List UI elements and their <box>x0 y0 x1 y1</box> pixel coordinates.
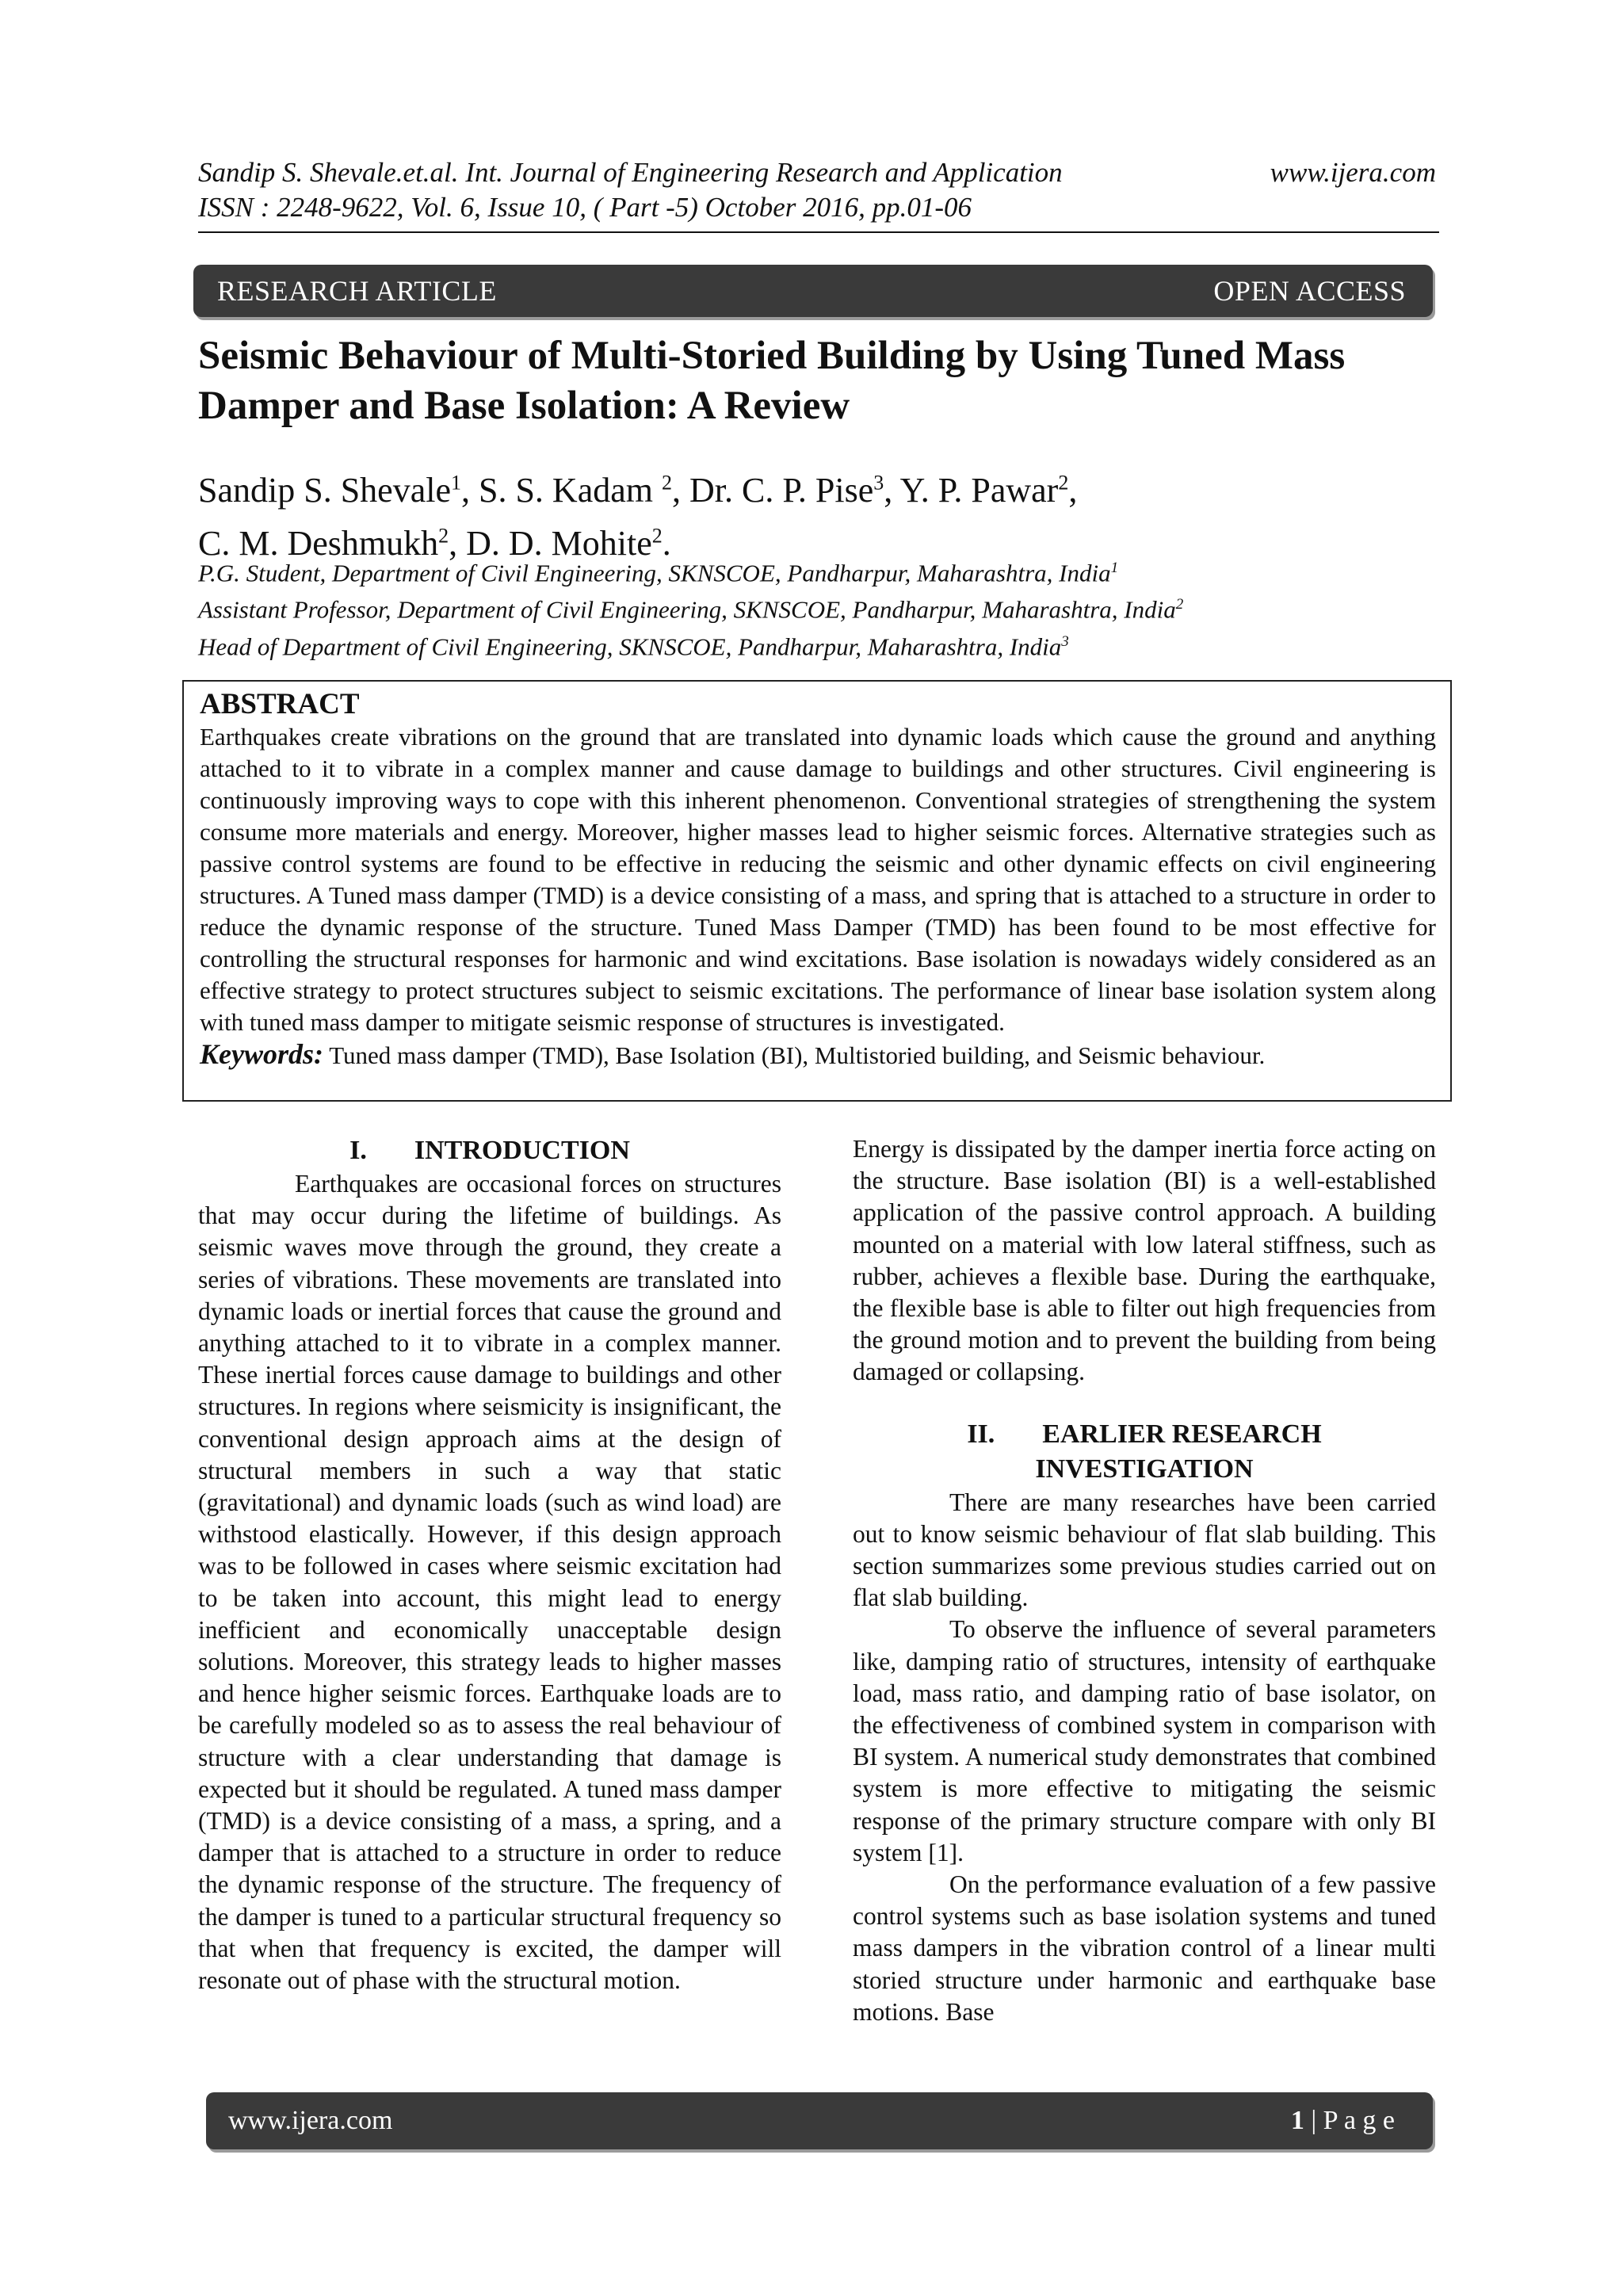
author: C. M. Deshmukh$^2$, <box>198 524 467 563</box>
affiliation: Assistant Professor, Department of Civil Engineering, SKNSCOE, Pandharpur, Maharashtra, India$^2$ <box>198 595 1184 624</box>
intro-paragraph: Earthquakes are occasional forces on structures that may occur during the lifetime of buildings. As seismic waves move through the ground, they create a series of vibrations. These movements are translated into dynamic loads or inertial forces that cause the ground and anything attached to it to vibrate in a complex manner. These inertial forces cause damage to buildings and other structures. In regions where seismicity is insignificant, the conventional design approach aims at the design of structural members in such a way that static (gravitational) and dynamic loads (such as wind load) are withstood elastically. However, if this design approach was to be followed in cases where seismic excitation had to be taken into account, this might lead to energy inefficient and economically unacceptable design solutions. Moreover, this strategy leads to higher masses and hence higher seismic forces. Earthquake loads are to be carefully modeled so as to assess the real behaviour of structure with a clear understanding that damage is expected but it should be regulated. A tuned mass damper (TMD) is a device consisting of a mass, a spring, and a damper that is attached to a structure in order to reduce the dynamic response of the structure. The frequency of the damper is tuned to a particular structural frequency so that when that frequency is excited, the damper will resonate out of phase with the structural motion. <box>198 1170 781 1995</box>
keywords-label: Keywords: <box>200 1038 323 1070</box>
page-footer <box>206 2092 1433 2149</box>
author: Dr. C. P. Pise$^3$, <box>689 470 900 510</box>
keywords <box>200 1038 1436 1072</box>
right-column <box>853 1133 1436 2028</box>
abstract-heading: ABSTRACT <box>200 688 360 720</box>
intro-continuation: Energy is dissipated by the damper inertia force acting on the structure. Base isolation (BI) is a well-established application of the passive control approach. A building mounted on a material with low lateral stiffness, such as rubber, achieves a flexible base. During the earthquake, the flexible base is able to filter out high frequencies from the ground motion and to prevent the building from being damaged or collapsing. <box>853 1135 1436 1386</box>
author: Y. P. Pawar$^2$, <box>899 470 1078 510</box>
research-paragraph-2: To observe the influence of several parameters like, damping ratio of structures, intensity of earthquake load, mass ratio, and damping ratio of base isolator, on the effectiveness of combined system in comparison with BI system. A numerical study demonstrates that combined system is more effective to mitigating the seismic response of the primary structure compare with only BI system [1]. <box>853 1615 1436 1866</box>
paper-title: Seismic Behaviour of Multi-Storied Building by Using Tuned Mass Damper and Base Isolation: A Review <box>198 334 1346 428</box>
article-type-banner <box>193 265 1433 317</box>
author: S. S. Kadam $^2$, <box>478 470 689 510</box>
author: D. D. Mohite$^2$. <box>466 524 671 563</box>
author-list <box>198 460 1434 567</box>
research-paragraph-1: There are many researches have been carried out to know seismic behaviour of flat slab building. This section summarizes some previous studies carried out on flat slab building. <box>853 1488 1436 1612</box>
author: Sandip S. Shevale$^1$, <box>198 470 479 510</box>
keywords-text: Tuned mass damper (TMD), Base Isolation (BI), Multistoried building, and Seismic behaviour. <box>323 1041 1266 1069</box>
header-citation: Sandip S. Shevale.et.al. Int. Journal of Engineering Research and Application <box>198 157 1063 188</box>
footer-website[interactable]: www.ijera.com <box>228 2106 393 2135</box>
abstract-box <box>182 680 1452 1102</box>
page-number: 1 | P a g e <box>1290 2106 1395 2135</box>
header-website[interactable]: www.ijera.com <box>1270 157 1436 188</box>
left-column <box>198 1133 781 1996</box>
running-header <box>198 155 1436 225</box>
header-issn: ISSN : 2248-9622, Vol. 6, Issue 10, ( Part -5) October 2016, pp.01-06 <box>198 192 972 223</box>
research-paragraph-3: On the performance evaluation of a few passive control systems such as base isolation systems and tuned mass dampers in the vibration control of a linear multi storied structure under harmonic and earthquake base motions. Base <box>853 1870 1436 2026</box>
section-heading-earlier-research: II. EARLIER RESEARCH INVESTIGATION <box>967 1419 1322 1484</box>
open-access-label: OPEN ACCESS <box>1213 275 1406 307</box>
abstract-text: Earthquakes create vibrations on the ground that are translated into dynamic loads which cause the ground and anything attached to it to vibrate in a complex manner and cause damage to buildings and other structures. Civil engineering is continuously improving ways to cope with this inherent phenomenon. Conventional strategies of strengthening the system consume more materials and energy. Moreover, higher masses lead to higher seismic forces. Alternative strategies such as passive control systems are found to be effective in reducing the seismic and other dynamic effects on civil engineering structures. A Tuned mass damper (TMD) is a device consisting of a mass, and spring that is attached to a structure in order to reduce the dynamic response of the structure. Tuned Mass Damper (TMD) has been found to be most effective for controlling the structural responses for harmonic and wind excitations. Base isolation is nowadays widely considered as an effective strategy to protect structures subject to seismic excitations. The performance of linear base isolation system along with tuned mass damper to mitigate seismic response of structures is investigated. <box>200 723 1436 1036</box>
affiliation: P.G. Student, Department of Civil Engineering, SKNSCOE, Pandharpur, Maharashtra, India$^1$ <box>198 559 1119 587</box>
affiliation-list <box>198 552 1434 663</box>
header-divider <box>198 231 1439 233</box>
section-heading-introduction: I. INTRODUCTION <box>349 1136 630 1165</box>
affiliation: Head of Department of Civil Engineering, SKNSCOE, Pandharpur, Maharashtra, India$^3$ <box>198 632 1069 660</box>
research-article-label: RESEARCH ARTICLE <box>217 275 497 307</box>
